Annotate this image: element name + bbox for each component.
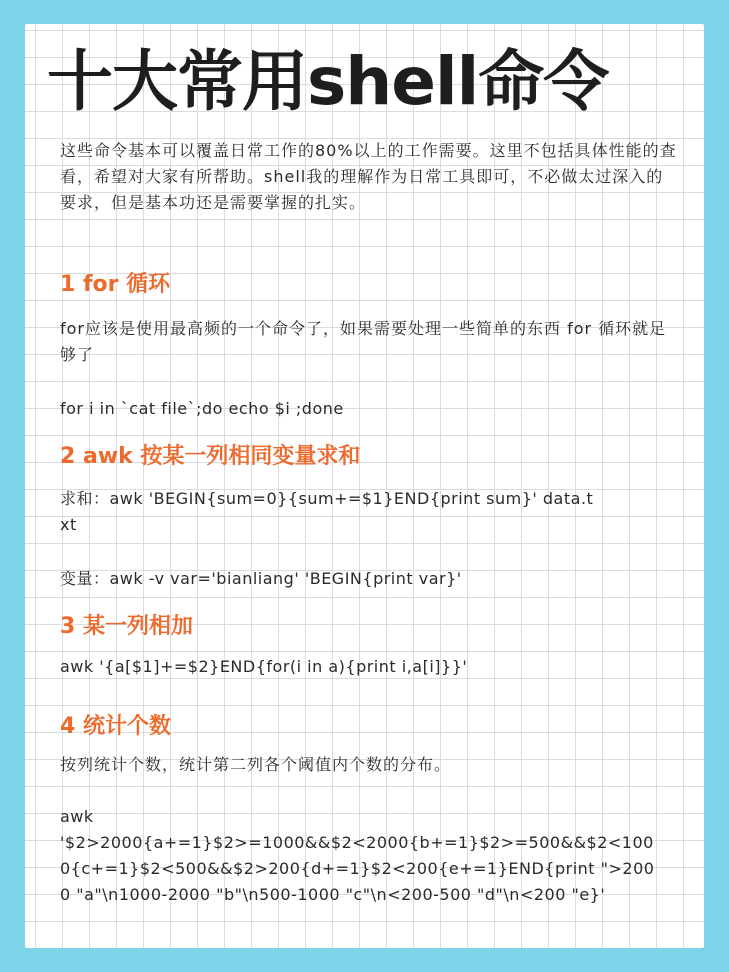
intro-paragraph: 这些命令基本可以覆盖日常工作的80%以上的工作需要。这里不包括具体性能的查看，希望对大家有所帮助。shell我的理解作为日常工具即可，不必做太过深入的要求，但是基本功还是需要掌握的扎实。 [60, 141, 677, 212]
section-heading-for-loop: 1 for 循环 [60, 272, 171, 297]
awk-sum-code: 求和：awk 'BEGIN{sum=0}{sum+=$1}END{print sum}' data.txt [60, 489, 594, 534]
section-heading-awk-sum: 2 awk 按某一列相同变量求和 [60, 444, 361, 469]
count-code-body: '$2>2000{a+=1}$2>=1000&&$2<2000{b+=1}$2>=500&&$2<1000{c+=1}$2<500&&$2>200{d+=1}$2<200{e+=1}END{print ">2000 "a"\n1000-2000 "b"\n500-1000 "c"\n<200-500 "d"\n<200 "e}' [60, 833, 655, 904]
for-loop-code: for i in `cat file`;do echo $i ;done [60, 399, 344, 418]
grid-paper [25, 24, 704, 948]
section-heading-count: 4 统计个数 [60, 714, 171, 739]
column-add-code: awk '{a[$1]+=$2}END{for(i in a){print i,a[i]}}' [60, 657, 468, 676]
awk-var-code: 变量：awk -v var='bianliang' 'BEGIN{print var}' [60, 569, 462, 588]
count-description: 按列统计个数，统计第二列各个阈值内个数的分布。 [60, 755, 452, 774]
count-code-keyword: awk [60, 807, 94, 826]
section-heading-column-add: 3 某一列相加 [60, 614, 193, 639]
for-loop-description: for应该是使用最高频的一个命令了，如果需要处理一些简单的东西 for 循环就足够了 [60, 319, 667, 364]
page-title: 十大常用shell命令 [47, 43, 609, 120]
